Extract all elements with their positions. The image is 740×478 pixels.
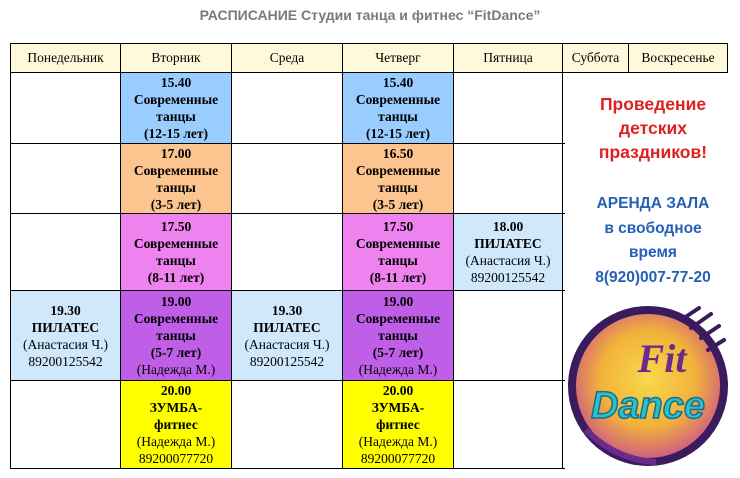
class-trainer: (Надежда М.) bbox=[358, 434, 438, 449]
class-name: ПИЛАТЕС bbox=[474, 236, 542, 251]
class-time: 17.50 bbox=[160, 219, 192, 234]
class-trainer: (Анастасия Ч.) bbox=[23, 336, 108, 352]
class-name: ЗУМБА- bbox=[371, 400, 425, 415]
class-time: 19.30 bbox=[50, 302, 81, 318]
class-name: фитнес bbox=[376, 417, 420, 432]
class-time: 19.00 bbox=[160, 294, 192, 309]
header-thursday: Четверг bbox=[343, 44, 453, 72]
logo-text-fit: Fit bbox=[637, 336, 687, 381]
class-name: танцы bbox=[156, 179, 196, 195]
class-name: Современные bbox=[133, 311, 219, 326]
class-time: 15.40 bbox=[382, 75, 414, 90]
class-name: танцы bbox=[378, 253, 418, 268]
rent-announcement bbox=[566, 192, 740, 290]
rent-phone: 8(920)007-77-20 bbox=[595, 268, 711, 286]
header-monday: Понедельник bbox=[11, 44, 120, 72]
class-trainer: (Надежда М.) bbox=[136, 434, 216, 449]
class-name: танцы bbox=[156, 328, 196, 343]
class-time: 17.50 bbox=[382, 219, 414, 234]
rent-line: время bbox=[629, 244, 677, 261]
class-name: ПИЛАТЕС bbox=[253, 319, 321, 335]
header-wednesday: Среда bbox=[232, 44, 342, 72]
promo-panel bbox=[566, 72, 740, 475]
class-phone: 89200125542 bbox=[249, 353, 325, 369]
class-name: Современные bbox=[355, 236, 441, 251]
class-name: ПИЛАТЕС bbox=[31, 319, 100, 335]
logo-text-dance: Dance bbox=[590, 385, 706, 427]
header-saturday: Суббота bbox=[563, 44, 628, 72]
class-phone: 89200077720 bbox=[138, 451, 214, 466]
class-age: (5-7 лет) bbox=[372, 345, 424, 360]
class-name: ЗУМБА- bbox=[149, 400, 203, 415]
class-phone: 89200077720 bbox=[360, 451, 436, 466]
class-phone: 89200125542 bbox=[28, 353, 103, 369]
party-line: детских bbox=[619, 118, 687, 138]
class-name: танцы bbox=[156, 109, 196, 124]
rent-line: в свободное bbox=[604, 219, 702, 237]
class-name: Современные bbox=[355, 311, 441, 326]
class-time: 17.00 bbox=[160, 145, 192, 161]
class-age: (8-11 лет) bbox=[147, 270, 205, 285]
class-trainer: (Надежда М.) bbox=[358, 362, 438, 377]
class-trainer: (Надежда М.) bbox=[136, 362, 216, 377]
class-name: танцы bbox=[378, 179, 418, 195]
class-time: 18.00 bbox=[492, 219, 524, 234]
class-age: (12-15 лет) bbox=[365, 126, 431, 141]
party-line: праздников! bbox=[598, 142, 708, 162]
class-trainer: (Анастасия Ч.) bbox=[465, 253, 551, 268]
class-age: (3-5 лет) bbox=[372, 196, 424, 212]
class-name: Современные bbox=[133, 236, 219, 251]
class-time: 19.00 bbox=[382, 294, 414, 309]
class-phone: 89200125542 bbox=[470, 270, 546, 285]
class-name: Современные bbox=[355, 92, 441, 107]
class-time: 15.40 bbox=[160, 75, 192, 90]
class-time: 19.30 bbox=[271, 302, 303, 318]
class-age: (3-5 лет) bbox=[150, 196, 202, 212]
header-tuesday: Вторник bbox=[121, 44, 231, 72]
class-name: Современные bbox=[355, 162, 441, 178]
header-friday: Пятница bbox=[454, 44, 562, 72]
class-age: (12-15 лет) bbox=[143, 126, 209, 141]
fitdance-logo bbox=[566, 290, 740, 478]
class-name: Современные bbox=[133, 162, 219, 178]
class-name: танцы bbox=[378, 109, 418, 124]
class-name: фитнес bbox=[154, 417, 198, 432]
rent-line: АРЕНДА ЗАЛА bbox=[596, 195, 710, 212]
class-time: 20.00 bbox=[160, 383, 192, 398]
party-announcement bbox=[566, 92, 740, 164]
class-time: 16.50 bbox=[382, 145, 414, 161]
class-name: Современные bbox=[133, 92, 219, 107]
page-title: РАСПИСАНИЕ Студии танца и фитнес “FitDance” bbox=[199, 7, 541, 23]
header-sunday: Воскресенье bbox=[629, 44, 727, 72]
class-age: (8-11 лет) bbox=[369, 270, 427, 285]
class-time: 20.00 bbox=[382, 383, 414, 398]
class-name: танцы bbox=[156, 253, 196, 268]
party-line: Проведение bbox=[599, 94, 707, 114]
class-age: (5-7 лет) bbox=[150, 345, 202, 360]
class-trainer: (Анастасия Ч.) bbox=[244, 336, 330, 352]
class-name: танцы bbox=[378, 328, 418, 343]
